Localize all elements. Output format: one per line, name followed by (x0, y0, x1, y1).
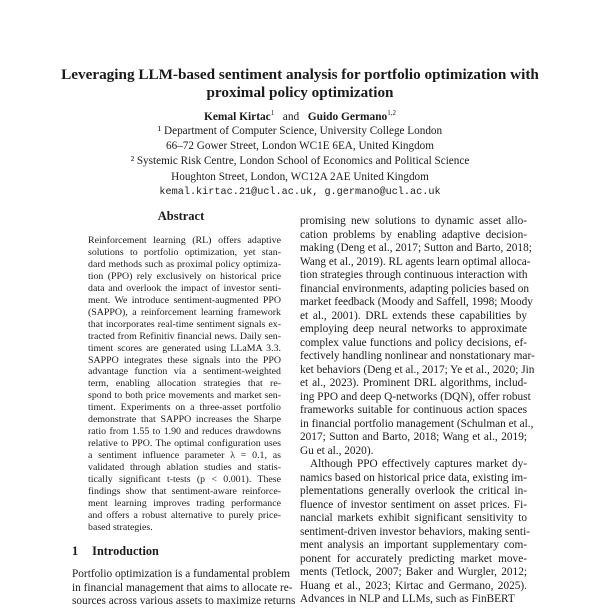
paper-title (40, 66, 560, 101)
text-line: cation problems by enabling adaptive decision- (300, 228, 527, 241)
author-affiliation-mark: 1 (270, 109, 275, 117)
affiliation-line: 66–72 Gower Street, London WC1E 6EA, United Kingdom (166, 140, 434, 153)
text-line: market feedback (Moody and Saffell, 1998; Moody (300, 296, 533, 308)
text-line: validated through ablation studies and statis- (88, 462, 281, 474)
text-line: Huang et al., 2023; Kirtac and Germano, 2025). (300, 579, 527, 592)
section-number: 1 (72, 544, 79, 558)
affiliation-line: Houghton Street, London, WC12A 2AE United Kingdom (171, 170, 429, 183)
text-line: dard methods such as proximal policy optimiza- (88, 258, 281, 270)
abstract-heading: Abstract (157, 209, 205, 223)
text-line: solutions to portfolio optimization, yet stan- (88, 246, 281, 258)
text-line: timent. Experiments on a three-asset portfolio (88, 402, 281, 414)
text-line: findings show that sentiment-aware reinforce- (88, 486, 281, 498)
text-line: et al., 2023). Prominent DRL algorithms, includ- (300, 377, 527, 389)
text-line: ment. We introduce sentiment-augmented PPO (88, 294, 281, 306)
text-line: et al., 2001). DRL extends these capabilities by (300, 309, 527, 322)
text-line: timent scores are generated using LLaMA 3.3. (88, 342, 281, 354)
text-line: ments (Tetlock, 2007; Baker and Wurgler, 2012; (300, 566, 527, 578)
text-line: nancial markets exhibit significant sensitivity to (300, 512, 527, 524)
text-line: fectively handling nonlinear and nonstationary mar- (300, 350, 535, 362)
text-line: ket behaviors (Deng et al., 2017; Ye et al., 2020; Jin (300, 363, 535, 376)
text-line: and offers a robust alternative to purely price- (88, 509, 281, 521)
text-line: Wang et al., 2019). RL agents learn optimal alloca- (300, 255, 531, 268)
abstract-body (88, 235, 281, 534)
text-line: advantage function via a sentiment-weighted (88, 366, 281, 378)
author-affiliation-mark: 1,2 (387, 109, 396, 117)
author-name: Kemal Kirtac (204, 111, 271, 123)
text-line: Although PPO effectively captures market dy- (310, 458, 527, 470)
right-column-body (300, 215, 535, 607)
text-line: tion strategies through continuous interaction with (300, 269, 528, 281)
affiliation-line: ¹ Department of Computer Science, University College London (157, 125, 443, 137)
text-line: SAPPO integrates these signals into the PPO (88, 354, 281, 366)
text-line: ment learning improves trading performance (88, 497, 281, 509)
text-line: in financial management that aims to allocate re- (72, 581, 293, 594)
text-line: Reinforcement learning (RL) offers adaptive (88, 235, 281, 246)
text-line: tracted from Refinitiv financial news. Daily sen- (88, 330, 281, 342)
text-line: ratio from 1.55 to 1.90 and reduces drawdowns (88, 426, 281, 438)
text-line: Advances in NLP and LLMs, such as FinBERT (300, 593, 515, 605)
text-line: based strategies. (88, 521, 153, 533)
text-line: a sentiment influence parameter λ = 0.1, as (88, 450, 281, 462)
text-line: fluence of investor sentiment on asset prices. Fi- (300, 498, 527, 511)
affiliation-line: ² Systemic Risk Centre, London School of Economics and Political Science (130, 155, 470, 168)
text-line: tion (PPO) rely exclusively on historical price (88, 270, 281, 282)
section-heading (72, 544, 173, 559)
affiliations (40, 124, 560, 200)
text-line: Gu et al., 2020). (300, 444, 374, 457)
section-title: Introduction (92, 544, 159, 558)
author-name: Guido Germano (307, 111, 388, 123)
title-line: Leveraging LLM-based sentiment analysis for portfolio optimization with (61, 66, 539, 83)
text-line: ponent for accurately predicting market move- (300, 552, 527, 565)
text-line: complex value functions and policy decisions, ef- (300, 336, 527, 349)
author-emails: kemal.kirtac.21@ucl.ac.uk, g.germano@ucl.ac.uk (159, 186, 441, 198)
text-line: promising new solutions to dynamic asset allo- (300, 215, 527, 227)
text-line: sources across various assets to maximize returns (72, 595, 296, 607)
text-line: sentiment-driven investor behaviors, making senti- (300, 525, 530, 538)
text-line: (SAPPO), a reinforcement learning framework (88, 306, 281, 318)
text-line: namics based on historical price data, existing im- (300, 471, 527, 484)
text-line: frameworks suitable for continuous action spaces (300, 404, 527, 416)
text-line: tically significant t-tests (p < 0.001). These (88, 474, 281, 486)
text-line: data and overlook the impact of investor senti- (88, 282, 281, 294)
text-line: ing PPO and deep Q-networks (DQN), offer robust (300, 390, 531, 403)
title-line: proximal policy optimization (206, 83, 394, 101)
text-line: making (Deng et al., 2017; Sutton and Barto, 2018; (300, 242, 532, 254)
text-line: term, enabling allocation strategies that re- (88, 378, 281, 390)
text-line: spond to both price movements and market sen- (88, 390, 281, 402)
text-line: ment analysis an important supplementary com- (300, 539, 527, 551)
author-list (40, 110, 560, 124)
text-line: plementations generally overlook the critical in- (300, 485, 527, 497)
text-line: 2017; Sutton and Barto, 2018; Wang et al., 2019; (300, 431, 527, 443)
text-line: that incorporates real-time sentiment signals ex- (88, 318, 281, 330)
text-line: financial environments, adapting policies based on (300, 282, 530, 295)
text-line: in financial portfolio management (Schulman et al., (300, 417, 534, 430)
text-line: employing deep neural networks to approximate (300, 323, 527, 335)
text-line: Portfolio optimization is a fundamental problem (72, 568, 291, 580)
text-line: relative to PPO. The optimal configuration uses (88, 438, 281, 450)
text-line: demonstrate that SAPPO increases the Sharpe (88, 414, 281, 426)
author-joiner: and (282, 111, 300, 123)
left-column-body (72, 568, 296, 609)
